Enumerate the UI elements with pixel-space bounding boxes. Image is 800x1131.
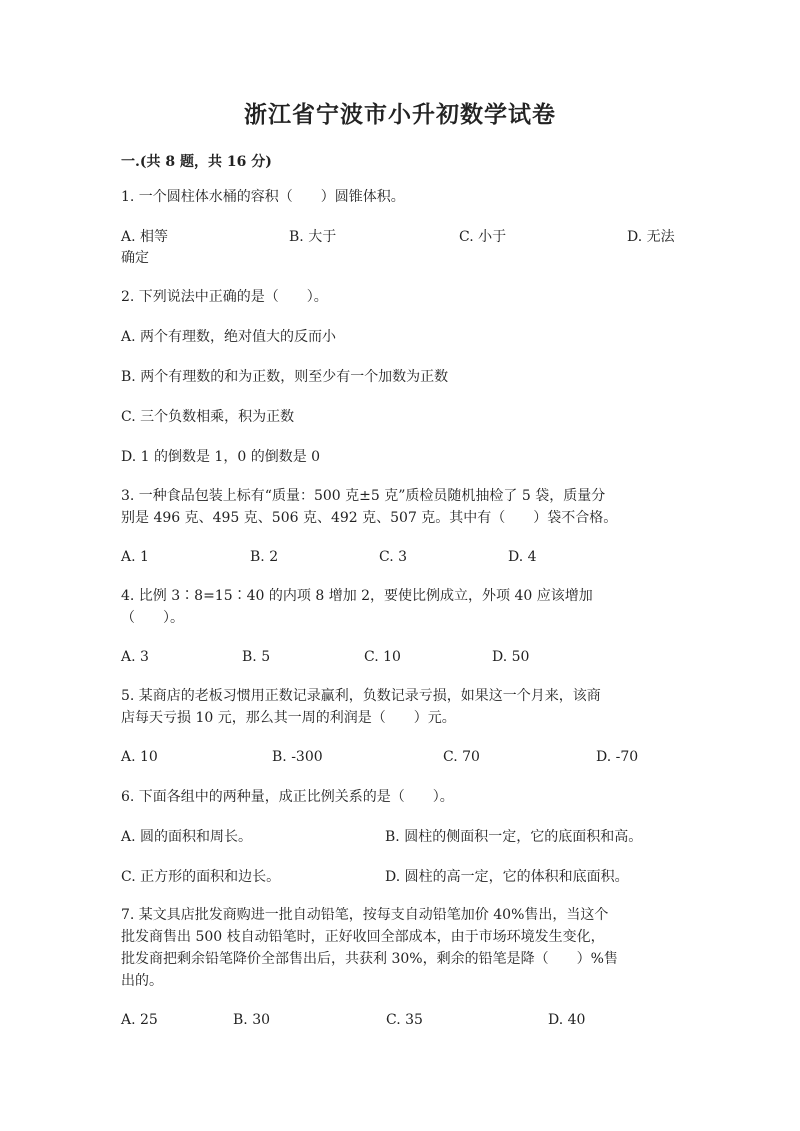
q5-option-c: C. 70 [443, 749, 480, 765]
q6-option-b: B. 圆柱的侧面积一定，它的底面积和高。 [385, 829, 643, 845]
q6-option-a: A. 圆的面积和周长。 [121, 829, 253, 845]
q7-stem-line-1: 7. 某文具店批发商购进一批自动铅笔，按每支自动铅笔加价 40%售出，当这个 [121, 907, 609, 923]
q5-option-a: A. 10 [121, 749, 158, 765]
q4-stem-line-2: （ ）。 [121, 610, 184, 626]
q1-stem: 1. 一个圆柱体水桶的容积（ ）圆锥体积。 [121, 189, 405, 205]
q4-option-b: B. 5 [242, 649, 271, 665]
q3-option-b: B. 2 [250, 549, 279, 565]
q3-option-c: C. 3 [379, 549, 408, 565]
q5-option-d: D. -70 [596, 749, 639, 765]
q7-option-b: B. 30 [233, 1012, 271, 1028]
q2-stem: 2. 下列说法中正确的是（ ）。 [121, 289, 328, 305]
q2-option-c: C. 三个负数相乘，积为正数 [121, 409, 295, 425]
q7-option-a: A. 25 [121, 1012, 158, 1028]
q4-stem-line-1: 4. 比例 3∶8=15∶40 的内项 8 增加 2，要使比例成立，外项 40 应该增加 [121, 588, 593, 604]
q6-option-d: D. 圆柱的高一定，它的体积和底面积。 [385, 869, 629, 885]
q4-option-a: A. 3 [121, 649, 149, 665]
q5-option-b: B. -300 [272, 749, 323, 765]
q2-option-d: D. 1 的倒数是 1，0 的倒数是 0 [121, 449, 321, 465]
q2-option-a: A. 两个有理数，绝对值大的反而小 [121, 329, 337, 345]
q1-option-c: C. 小于 [459, 229, 507, 245]
q1-option-d-wrap: 确定 [121, 250, 149, 266]
q3-stem-line-1: 3. 一种食品包装上标有“质量：500 克±5 克”质检员随机抽检了 5 袋，质量分 [121, 488, 606, 504]
q1-option-b: B. 大于 [289, 229, 337, 245]
q3-option-d: D. 4 [508, 549, 537, 565]
q2-option-b: B. 两个有理数的和为正数，则至少有一个加数为正数 [121, 369, 449, 385]
q3-stem-line-2: 别是 496 克、495 克、506 克、492 克、507 克。其中有（ ）袋不合格。 [121, 510, 618, 526]
page-title: 浙江省宁波市小升初数学试卷 [244, 101, 556, 128]
q6-stem: 6. 下面各组中的两种量，成正比例关系的是（ ）。 [121, 789, 454, 805]
q4-option-d: D. 50 [492, 649, 530, 665]
q3-option-a: A. 1 [121, 549, 149, 565]
q6-option-c: C. 正方形的面积和边长。 [121, 869, 281, 885]
q7-stem-line-3: 批发商把剩余铅笔降价全部售出后，共获利 30%，剩余的铅笔是降（ ）%售 [121, 951, 618, 967]
q5-stem-line-2: 店每天亏损 10 元，那么其一周的利润是（ ）元。 [121, 710, 456, 726]
q1-option-d: D. 无法 [627, 229, 675, 245]
q7-stem-line-4: 出的。 [121, 973, 163, 989]
q4-option-c: C. 10 [364, 649, 401, 665]
q7-option-c: C. 35 [386, 1012, 423, 1028]
q5-stem-line-1: 5. 某商店的老板习惯用正数记录赢利，负数记录亏损，如果这一个月来，该商 [121, 688, 601, 704]
q1-option-a: A. 相等 [121, 229, 169, 245]
q7-option-d: D. 40 [548, 1012, 586, 1028]
q7-stem-line-2: 批发商售出 500 枝自动铅笔时，正好收回全部成本，由于市场环境发生变化， [121, 929, 605, 945]
section-heading: 一.(共 8 题，共 16 分) [121, 154, 272, 170]
